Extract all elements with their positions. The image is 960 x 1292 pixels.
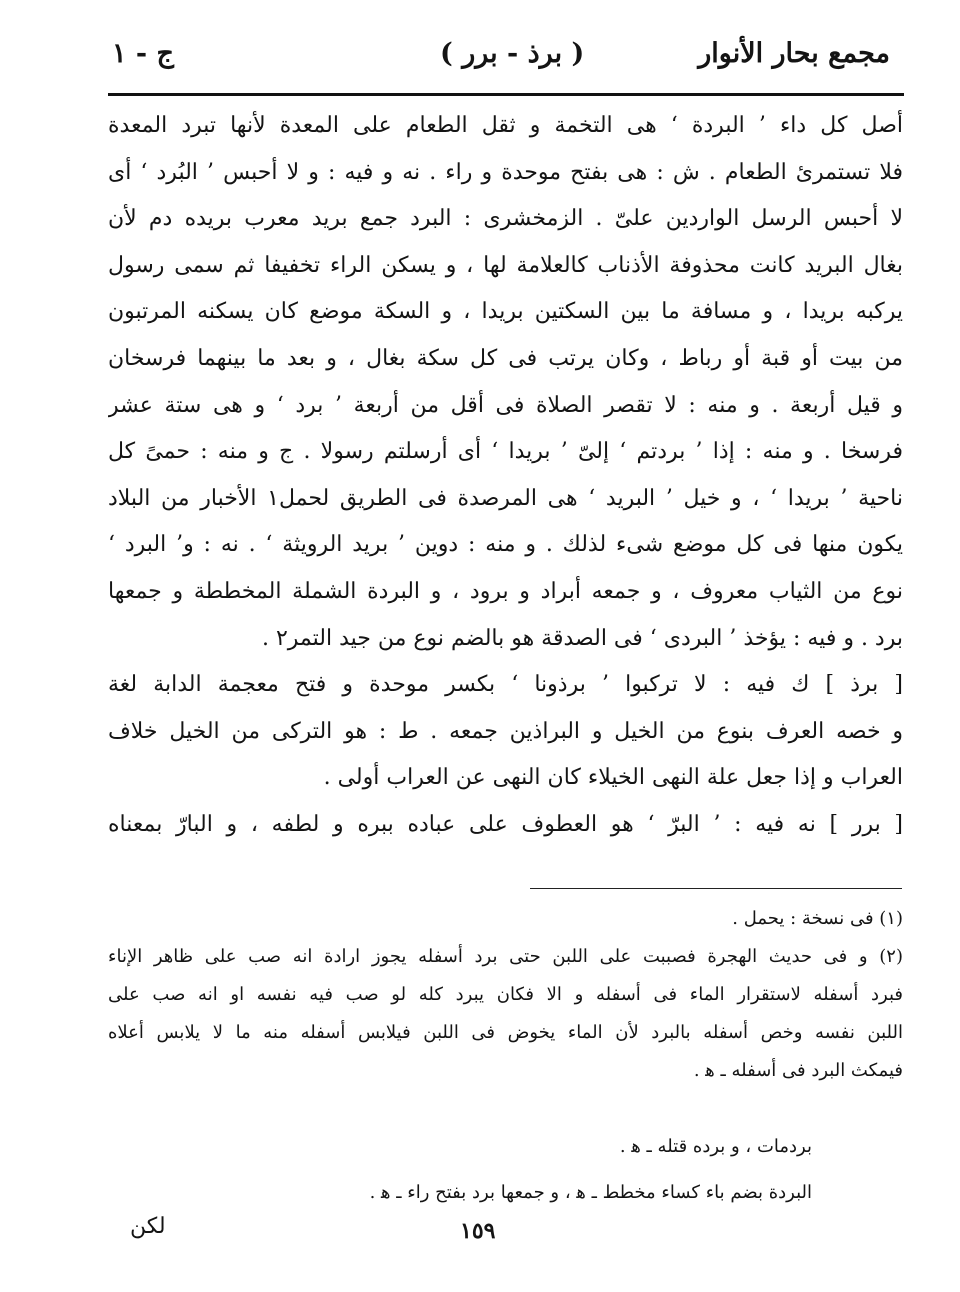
body-line: برد . و فيه : يؤخذ ’ البردى ‘ فى الصدقة هو بالضم نوع من جيد التمر٢ .: [261, 625, 903, 651]
body-line: يكون منها فى كل موضع شىء لذلك . و منه : دوين ’ بريد الرويثة ‘ . نه : و’ البرد ‘: [108, 532, 903, 558]
body-line: لا أحبس الرسل الواردين علىّ . الزمخشرى : البرد جمع بريد معرب بريده دم لأن: [108, 206, 903, 232]
body-line: بغال البريد كانت محذوفة الأذناب كالعلامة لها ، و يسكن الراء تخفيفا ثم سمى رسول: [108, 252, 903, 278]
footnote-line: فبرد أسفله لاستقرار الماء فى أسفله و الا فكان يبرد كله لو صب فيه نفسه او انه صب على: [108, 984, 903, 1005]
body-line: و خصه العرف بنوع من الخيل و البراذين جمعه . ط : هو التركى من الخيل خلاف: [108, 718, 903, 744]
body-text: [108, 103, 903, 849]
body-line: فلا تستمرئ الطعام . ش : هى بفتح موحدة و راء . نه و فيه : و لا أحبس ’ البُرد ‘ أى: [108, 159, 903, 185]
body-line: فرسخا . و منه : إذا ’ بردتم ‘ إلىّ ’ بريدا ‘ أى أرسلتم رسولا . ج و منه : حمىً كل: [108, 439, 903, 465]
footnote-line: فيمكث البرد فى أسفله ـ ﻫ .: [693, 1060, 903, 1081]
body-line: من بيت أو قبة أو رباط ، وكان يرتب فى كل سكة بغال ، و بعد ما بينهما فرسخان: [108, 345, 903, 371]
header-rule: [108, 93, 904, 96]
body-line: يركبه بريدا ، و مسافة ما بين السكتين بريدا ، و السكة موضع كان يسكنه المرتبون: [108, 299, 903, 325]
footnote-line: اللبن نفسه وخص أسفله بالبرد لأن الماء يخوض فى اللبن فيلابس أسفله منه ما لا يلابس أعلاه: [108, 1022, 903, 1043]
body-line: و قيل أربعة . و منه : لا تقصر الصلاة فى أقل من أربعة ’ برد ‘ و هى ستة عشر: [108, 392, 903, 418]
section-heading: ( برذ - برر ): [440, 38, 585, 69]
catchword: لكن: [130, 1214, 166, 1239]
page-number: ١٥٩: [460, 1218, 496, 1244]
marginal-notes: [370, 1124, 812, 1216]
body-line: العراب و إذا جعل علة النهى الخيلاء كان النهى عن العراب أولى .: [323, 765, 903, 791]
note-line: بردمات ، و برده قتله ـ ﻫ .: [619, 1136, 812, 1157]
body-line: ناحية ’ بريدا ‘ ، و خيل ’ البريد ‘ هى المرصدة فى الطريق لحمل١ الأخبار من البلاد: [108, 485, 903, 511]
volume-label: ج - ١: [112, 38, 174, 69]
footnote-line: (٢) و فى حديث الهجرة فصببت على اللبن حتى برد أسفله يجوز ارادة انه صب على ظاهر الإناء: [108, 946, 903, 967]
footnote-rule: [530, 888, 902, 889]
body-line: [ برذ ] ك فيه : لا تركبوا ’ برذونا ‘ بكسر موحدة و فتح معجمة الدابة لغة: [108, 672, 903, 698]
body-line: نوع من الثياب معروف ، و جمعه أبراد و برود ، و البردة الشملة المخططة و جمعها: [108, 578, 903, 604]
running-title: مجمع بحار الأنوار: [698, 38, 890, 69]
note-line: البردة بضم باء كساء مخطط ـ ﻫ ، و جمعها برد بفتح راء ـ ﻫ .: [369, 1182, 812, 1203]
footnotes: [108, 900, 903, 1090]
body-line: [ برر ] نه فيه : ’ البرّ ‘ هو العطوف على عباده ببره و لطفه ، و البارّ بمعناه: [108, 811, 903, 837]
body-line: أصل كل داء ’ البردة ‘ هى التخمة و ثقل الطعام على المعدة لأنها تبرد المعدة: [108, 113, 903, 138]
footnote-line: (١) فى نسخة : يحمل .: [732, 908, 903, 929]
